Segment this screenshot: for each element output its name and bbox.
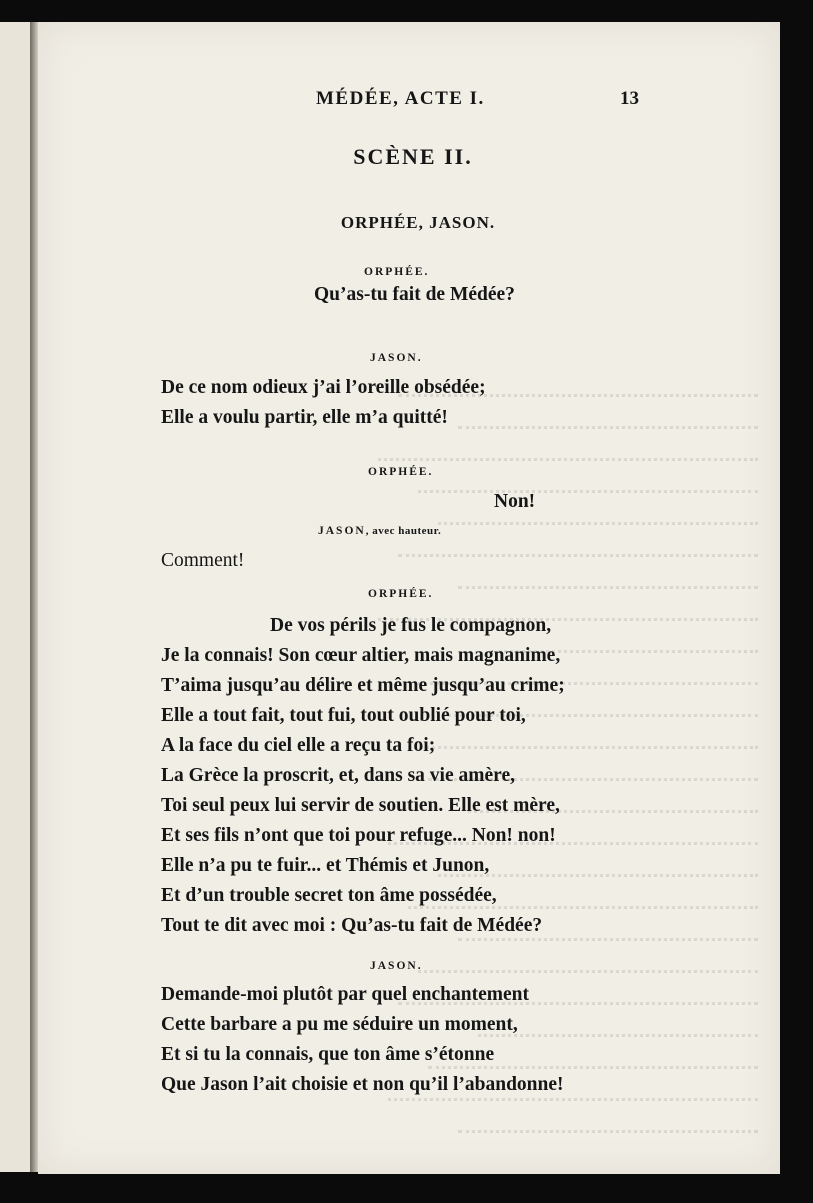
book-page	[38, 22, 780, 1174]
speaker-label: JASON.	[370, 352, 423, 364]
speaker-label: JASON.	[370, 960, 423, 972]
verse-line: Que Jason l’ait choisie et non qu’il l’abandonne!	[161, 1074, 564, 1095]
speaker-name: JASON	[318, 525, 366, 537]
stage-direction: , avec hauteur.	[365, 525, 442, 537]
verse-line: De vos périls je fus le compagnon,	[270, 615, 552, 636]
verse-line: Elle a tout fait, tout fui, tout oublié pour toi,	[161, 705, 526, 726]
scene-characters: ORPHÉE, JASON.	[340, 213, 496, 232]
verse-line: Et d’un trouble secret ton âme possédée,	[161, 885, 497, 906]
speaker-label: ORPHÉE.	[364, 266, 430, 278]
verse-line: Elle n’a pu te fuir... et Thémis et Junon,	[161, 855, 490, 876]
speaker-label	[318, 525, 441, 537]
previous-page-edge	[0, 22, 34, 1172]
verse-line: Elle a voulu partir, elle m’a quitté!	[161, 407, 448, 428]
verse-line: La Grèce la proscrit, et, dans sa vie amère,	[161, 765, 515, 786]
page-number: 13	[620, 88, 639, 109]
verse-line: Toi seul peux lui servir de soutien. Elle est mère,	[161, 795, 560, 816]
speaker-label: ORPHÉE.	[368, 588, 434, 600]
verse-line: T’aima jusqu’au délire et même jusqu’au crime;	[161, 675, 565, 696]
verse-line: Cette barbare a pu me séduire un moment,	[161, 1014, 518, 1035]
verse-line: De ce nom odieux j’ai l’oreille obsédée;	[161, 377, 486, 398]
verse-line: A la face du ciel elle a reçu ta foi;	[161, 735, 436, 756]
verse-line: Qu’as-tu fait de Médée?	[314, 284, 515, 305]
page-text	[38, 22, 780, 1174]
verse-line: Et ses fils n’ont que toi pour refuge... Non! non!	[161, 825, 556, 846]
verse-line: Comment!	[161, 550, 245, 571]
verse-line: Et si tu la connais, que ton âme s’étonne	[161, 1044, 495, 1065]
verse-line: Tout te dit avec moi : Qu’as-tu fait de Médée?	[161, 915, 543, 936]
scene-title: SCÈNE II.	[353, 144, 473, 169]
verse-line: Je la connais! Son cœur altier, mais magnanime,	[161, 645, 561, 666]
speaker-label: ORPHÉE.	[368, 466, 434, 478]
verse-line: Demande-moi plutôt par quel enchantement	[161, 984, 529, 1005]
running-head: MÉDÉE, ACTE I.	[316, 88, 485, 109]
verse-line: Non!	[494, 491, 536, 512]
